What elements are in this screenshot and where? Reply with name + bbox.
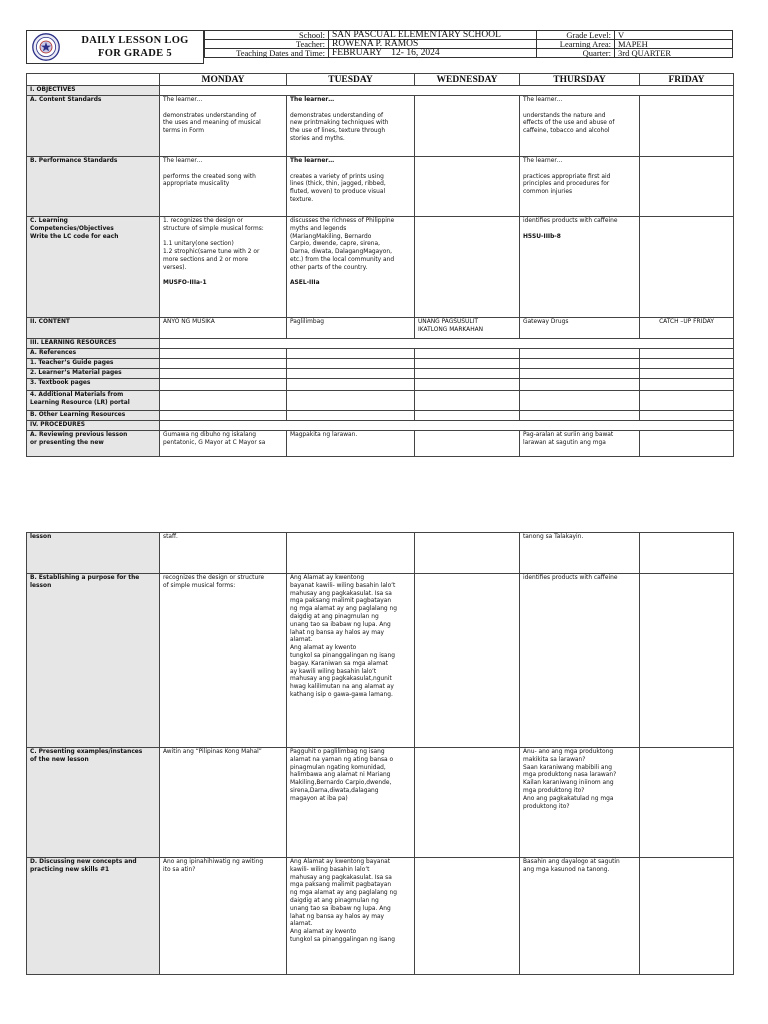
school-value: SAN PASCUAL ELEMENTARY SCHOOL [329, 31, 537, 40]
reviewing-label-continued: lesson [27, 533, 160, 574]
reviewing-thursday-continued: tanong sa Talakayin. [520, 533, 640, 574]
competencies-tuesday: discusses the richness of Philippine myths and legends (MariangMakiling, Bernardo Carpio, dwende, capre, sirena, Darna, diwata, DalagangMagayon, etc.) from the local community and other parts of the country. ASEL-IIIa [287, 217, 415, 318]
discussing-thursday: Basahin ang dayalogo at sagutin ang mga kasunod na tanong. [520, 858, 640, 975]
area-value: MAPEH [615, 40, 733, 49]
reviewing-monday-continued: staff. [160, 533, 287, 574]
day-friday: FRIDAY [640, 74, 734, 86]
dates-value: FEBRUARY 12- 16, 2024 [329, 49, 537, 58]
presenting-tuesday: Pagguhit o paglilimbag ng isang alamat na yaman ng ating bansa o pinagmulan ngating komunidad, halimbawa ang alamat ni Mariang Makiling,Bernardo Carpio,dwende, sirena,Darna,diwata,dalagang magayon at iba pa) [287, 748, 415, 858]
teacher-label: Teacher: [205, 40, 329, 49]
content-wednesday: UNANG PAGSUSULIT IKATLONG MARKAHAN [415, 318, 520, 339]
school-label: School: [205, 31, 329, 40]
textbook-label: 3. Textbook pages [27, 379, 160, 391]
additional-materials-label: 4. Additional Materials from Learning Resource (LR) portal [27, 391, 160, 411]
grade-label: Grade Level: [537, 31, 615, 40]
teacher-value: ROWENA P. RAMOS [329, 40, 537, 49]
deped-seal-icon [32, 33, 60, 61]
purpose-label: B. Establishing a purpose for the lesson [27, 574, 160, 748]
teachers-guide-label: 1. Teacher’s Guide pages [27, 359, 160, 369]
competencies-monday: 1. recognizes the design or structure of simple musical forms: 1.1 unitary(one section) 1.2 strophic(same tune with 2 or more sections and 2 or more verses). MUSFO-IIIa-1 [160, 217, 287, 318]
title-box [26, 30, 204, 64]
content-standards-monday: The learner… demonstrates understanding of the uses and meaning of musical terms in Form [160, 96, 287, 157]
quarter-label: Quarter: [537, 49, 615, 58]
discussing-label: D. Discussing new concepts and practicing new skills #1 [27, 858, 160, 975]
day-tuesday: TUESDAY [287, 74, 415, 86]
purpose-tuesday: Ang Alamat ay kwentong bayanat kawili- wiling basahin lalo’t mahusay ang pagkakasulat. Isa sa mga paksang malimit pagbatayan ng mga alamat ay ang paglalang ng daigdig at ang pinagmulan ng unang tao sa ibabaw ng lupa. Ang lahat ng bansa ay halos ay may alamat. Ang alamat ay kwento tungkol sa pinanggalingan ng isang bagay. Karaniwan sa mga alamat ay kawili wiling basahin lalo’t mahusay ang pagkakasulat,ngunit hwag kalilimutan na ang alamat ay kathang isip o gawa-gawa lamang. [287, 574, 415, 748]
discussing-tuesday: Ang Alamat ay kwentong bayanat kawili- wiling basahin lalo’t mahusay ang pagkakasulat. Isa sa mga paksang malimit pagbatayan ng mga alamat ay ang paglalang ng daigdig at ang pinagmulan ng unang tao sa ibabaw ng lupa. Ang lahat ng bansa ay halos ay may alamat. Ang alamat ay kwento tungkol sa pinanggalingan ng isang [287, 858, 415, 975]
reviewing-thursday: Pag-aralan at suriin ang bawat larawan at sagutin ang mga [520, 431, 640, 457]
performance-standards-label: B. Performance Standards [27, 157, 160, 217]
reviewing-label: A. Reviewing previous lesson or presenting the new [27, 431, 160, 457]
presenting-monday: Awitin ang “Pilipinas Kong Mahal” [160, 748, 287, 858]
lesson-log-table-page2 [26, 532, 734, 975]
learning-resources-heading: III. LEARNING RESOURCES [27, 339, 160, 349]
content-label: II. CONTENT [27, 318, 160, 339]
header-info-table [204, 30, 733, 58]
presenting-label: C. Presenting examples/instances of the new lesson [27, 748, 160, 858]
content-thursday: Gateway Drugs [520, 318, 640, 339]
learners-material-label: 2. Learner’s Material pages [27, 369, 160, 379]
content-standards-thursday: The learner… understands the nature and effects of the use and abuse of caffeine, tobacco and alcohol [520, 96, 640, 157]
content-standards-label: A. Content Standards [27, 96, 160, 157]
procedures-heading: IV. PROCEDURES [27, 421, 160, 431]
reviewing-monday: Gumawa ng dibuho ng iskalang pentatonic, G Mayor at C Mayor sa [160, 431, 287, 457]
grade-value: V [615, 31, 733, 40]
day-wednesday: WEDNESDAY [415, 74, 520, 86]
log-title: DAILY LESSON LOG FOR GRADE 5 [81, 35, 189, 59]
area-label: Learning Area: [537, 40, 615, 49]
day-thursday: THURSDAY [520, 74, 640, 86]
purpose-thursday: identifies products with caffeine [520, 574, 640, 748]
content-monday: ANYO NG MUSIKA [160, 318, 287, 339]
performance-standards-monday: The learner… performs the created song with appropriate musicality [160, 157, 287, 217]
quarter-value: 3rd QUARTER [615, 49, 733, 58]
competencies-label: C. Learning Competencies/Objectives Write the LC code for each [27, 217, 160, 318]
objectives-heading: I. OBJECTIVES [27, 86, 160, 96]
performance-standards-tuesday: The learner… creates a variety of prints using lines (thick, thin, jagged, ribbed, fluted, woven) to produce visual texture. [287, 157, 415, 217]
lesson-log-table-page1 [26, 73, 734, 457]
content-friday: CATCH –UP FRIDAY [640, 318, 734, 339]
content-standards-tuesday: The learner… demonstrates understanding of new printmaking techniques with the use of lines, texture through stories and myths. [287, 96, 415, 157]
other-resources-label: B. Other Learning Resources [27, 411, 160, 421]
reviewing-tuesday: Magpakita ng larawan. [287, 431, 415, 457]
references-label: A. References [27, 349, 160, 359]
presenting-thursday: Anu- ano ang mga produktong makikita sa larawan? Saan karaniwang mabibili ang mga produktong nasa larawan? Kailan karaniwang iniinom ang mga produktong ito? Ano ang pagkakatulad ng mga produktong ito? [520, 748, 640, 858]
day-monday: MONDAY [160, 74, 287, 86]
discussing-monday: Ano ang ipinahihiwatig ng awiting ito sa atin? [160, 858, 287, 975]
corner-cell [27, 74, 160, 86]
performance-standards-thursday: The learner… practices appropriate first aid principles and procedures for common injuries [520, 157, 640, 217]
content-tuesday: Paglilimbag [287, 318, 415, 339]
purpose-monday: recognizes the design or structure of simple musical forms: [160, 574, 287, 748]
competencies-thursday: identifies products with caffeine H5SU-IIIb-8 [520, 217, 640, 318]
dates-label: Teaching Dates and Time: [205, 49, 329, 58]
